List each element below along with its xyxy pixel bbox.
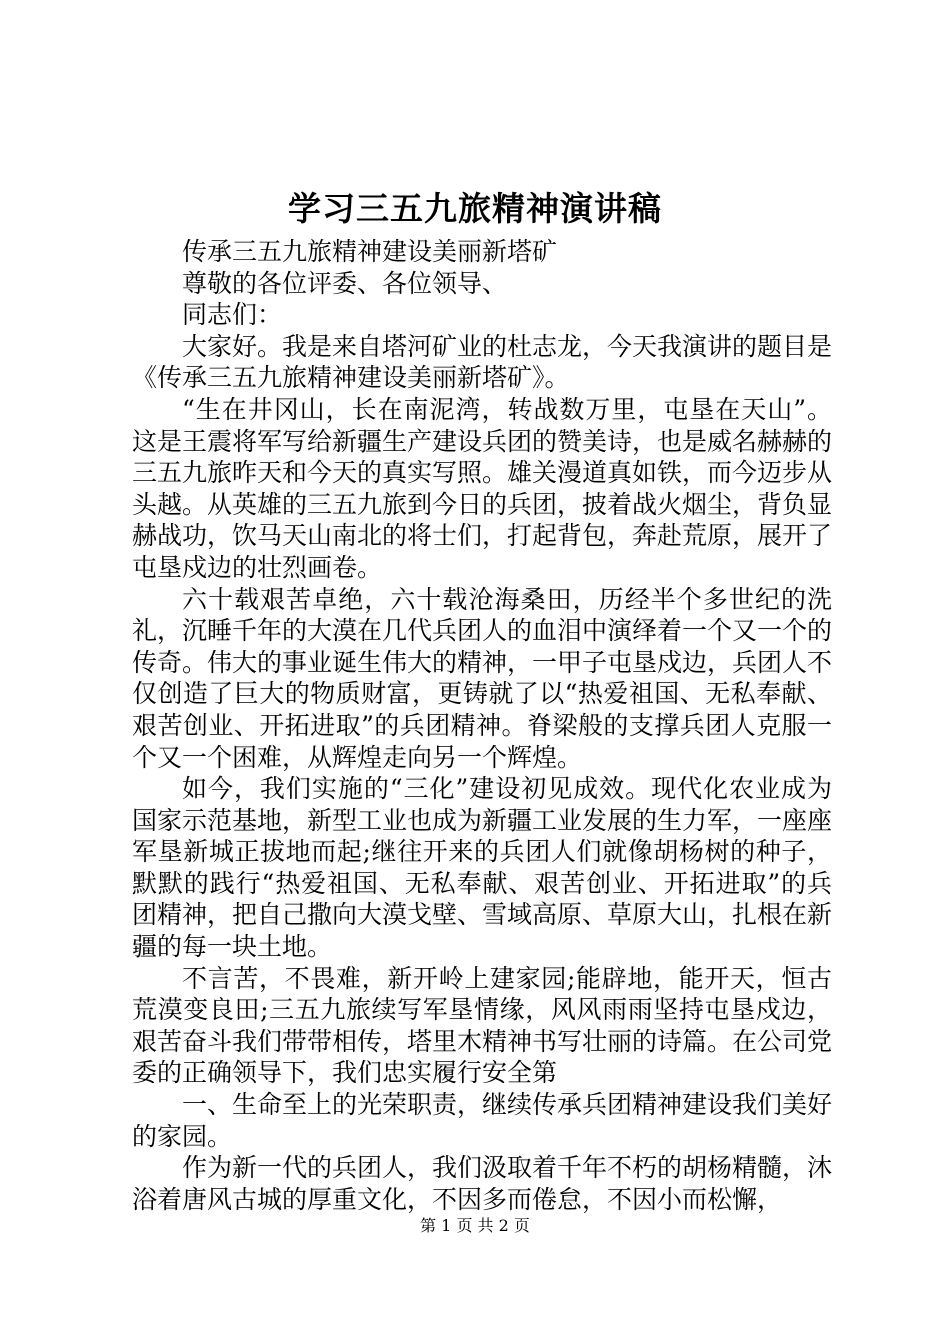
paragraph: 传承三五九旅精神建设美丽新塔矿 (182, 237, 558, 266)
paragraph: 六十载艰苦卓绝，六十载沧海桑田，历经半个多世纪的洗礼，沉睡千年的大漠在几代兵团人的血泪中演绎着一个又一个的传奇。伟大的事业诞生伟大的精神，一甲子屯垦戍边，兵团人不仅创造了巨大的物质财富，更铸就了以“热爱祖国、无私奉献、艰苦创业、开拓进取”的兵团精神。脊梁般的支撑兵团人克服一个又一个困难，从辉煌走向另一个辉煌。 (132, 584, 833, 772)
page-footer: 第 1 页 共 2 页 (420, 1216, 530, 1235)
paragraph: 作为新一代的兵团人，我们汲取着千年不朽的胡杨精髓，沐浴着唐风古城的厚重文化，不因多而倦怠，不因小而松懈， (132, 1153, 833, 1214)
document-title: 学习三五九旅精神演讲稿 (288, 189, 662, 228)
paragraph: “生在井冈山，长在南泥湾，转战数万里，屯垦在天山”。这是王震将军写给新疆生产建设兵团的赞美诗，也是威名赫赫的三五九旅昨天和今天的真实写照。雄关漫道真如铁，而今迈步从头越。从英雄的三五九旅到今日的兵团，披着战火烟尘，背负显赫战功，饮马天山南北的将士们，打起背包，奔赴荒原，展开了屯垦戍边的壮烈画卷。 (132, 394, 833, 582)
paragraph: 同志们： (182, 300, 283, 330)
paragraph: 一、生命至上的光荣职责，继续传承兵团精神建设我们美好的家园。 (132, 1090, 833, 1151)
document-body (132, 236, 832, 1215)
paragraph: 不言苦，不畏难，新开岭上建家园;能辟地，能开天，恒古荒漠变良田;三五九旅续写军垦情缘，风风雨雨坚持屯垦戍边，艰苦奋斗我们带带相传，塔里木精神书写壮丽的诗篇。在公司党委的正确领导下，我们忠实履行安全第 (132, 963, 833, 1088)
paragraph: 如今，我们实施的“三化”建设初见成效。现代化农业成为国家示范基地，新型工业也成为新疆工业发展的生力军，一座座军垦新城正拔地而起;继往开来的兵团人们就像胡杨树的种子，默默的践行“热爱祖国、无私奉献、艰苦创业、开拓进取”的兵团精神，把自己撒向大漠戈壁、雪域高原、草原大山，扎根在新疆的每一块土地。 (132, 774, 833, 962)
paragraph: 尊敬的各位评委、各位领导、 (182, 268, 508, 298)
paragraph: 大家好。我是来自塔河矿业的杜志龙，今天我演讲的题目是《传承三五九旅精神建设美丽新塔矿》。 (132, 331, 833, 393)
